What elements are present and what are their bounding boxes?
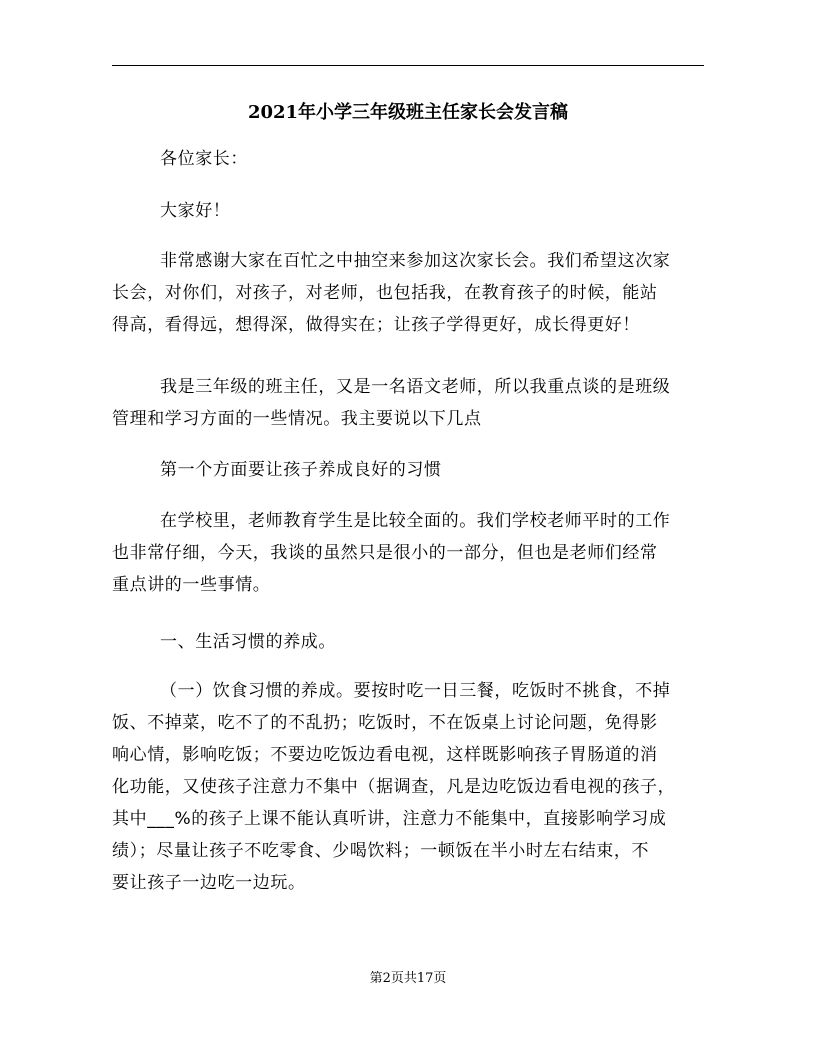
paragraph-line: 管理和学习方面的一些情况。我主要说以下几点	[112, 409, 482, 429]
paragraph-1	[112, 245, 704, 341]
paragraph-line: 非常感谢大家在百忙之中抽空来参加这次家长会。我们希望这次家	[160, 251, 671, 271]
section-heading-2	[112, 626, 752, 658]
paragraph-line: 长会，对你们，对孩子，对老师，也包括我，在教育孩子的时候，能站	[112, 283, 658, 303]
section-heading-1	[112, 454, 752, 486]
paragraph-line: 饭、不掉菜，吃不了的不乱扔；吃饭时，不在饭桌上讨论问题，免得影	[112, 713, 658, 733]
paragraph-line: 其中___%的孩子上课不能认真听讲，注意力不能集中，直接影响学习成	[112, 809, 667, 829]
greeting-text: 大家好！	[160, 201, 231, 221]
paragraph-line: （一）饮食习惯的养成。要按时吃一日三餐，吃饭时不挑食，不掉	[160, 681, 671, 701]
paragraph-line: 绩）；尽量让孩子不吃零食、少喝饮料；一顿饭在半小时左右结束，不	[112, 841, 650, 861]
salutation-text: 各位家长：	[160, 149, 248, 169]
paragraph-line: 在学校里，老师教育学生是比较全面的。我们学校老师平时的工作	[160, 511, 671, 531]
paragraph-line: 要让孩子一边吃一边玩。	[112, 873, 306, 893]
section-heading-text: 一、生活习惯的养成。	[160, 632, 336, 652]
paragraph-line: 我是三年级的班主任，又是一名语文老师，所以我重点谈的是班级	[160, 377, 671, 397]
paragraph-line: 也非常仔细，今天，我谈的虽然只是很小的一部分，但也是老师们经常	[112, 543, 658, 563]
page-footer: 第2页共17页	[369, 971, 447, 986]
paragraph-line: 得高，看得远，想得深，做得实在；让孩子学得更好，成长得更好！	[112, 315, 640, 335]
paragraph-line: 响心情，影响吃饭；不要边吃饭边看电视，这样既影响孩子胃肠道的消	[112, 745, 658, 765]
greeting	[112, 195, 752, 227]
paragraph-2	[112, 371, 704, 435]
salutation	[112, 143, 752, 175]
header-rule	[112, 65, 704, 66]
section-heading-text: 第一个方面要让孩子养成良好的习惯	[160, 460, 442, 480]
paragraph-line: 化功能，又使孩子注意力不集中（据调查，凡是边吃饭边看电视的孩子，	[112, 777, 676, 797]
document-title: 2021年小学三年级班主任家长会发言稿	[247, 102, 569, 123]
paragraph-3	[112, 505, 704, 601]
paragraph-line: 重点讲的一些事情。	[112, 575, 271, 595]
paragraph-4	[112, 675, 704, 899]
